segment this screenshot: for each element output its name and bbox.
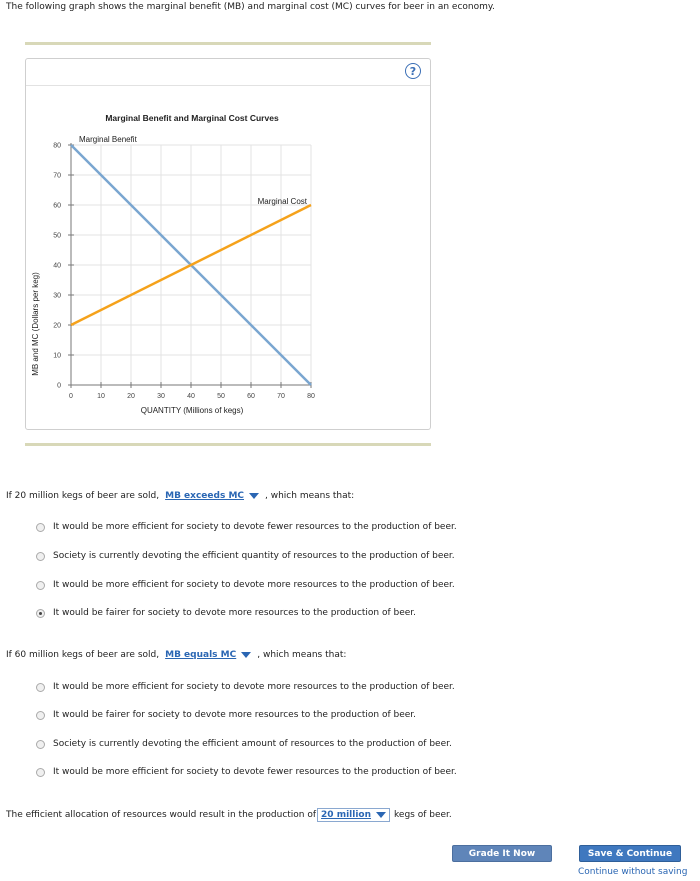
q1-option[interactable] bbox=[36, 551, 455, 561]
question-3-suffix: kegs of beer. bbox=[394, 810, 452, 820]
question-2-selected: MB equals MC bbox=[165, 650, 237, 660]
q1-option[interactable] bbox=[36, 580, 455, 590]
x-tick-label: 30 bbox=[157, 393, 165, 400]
question-3-prefix: The efficient allocation of resources would result in the production of bbox=[6, 810, 317, 820]
radio-icon[interactable] bbox=[36, 581, 45, 590]
marginal-cost-label: Marginal Cost bbox=[257, 197, 307, 206]
y-tick-label: 70 bbox=[53, 172, 61, 180]
radio-icon[interactable] bbox=[36, 740, 45, 749]
question-2-suffix: , which means that: bbox=[257, 650, 347, 660]
question-2-dropdown[interactable] bbox=[163, 650, 253, 660]
intro-text: The following graph shows the marginal benefit (MB) and marginal cost (MC) curves for beer in an economy. bbox=[6, 2, 495, 12]
q2-option[interactable] bbox=[36, 739, 452, 749]
y-tick-label: 0 bbox=[57, 382, 61, 390]
question-3 bbox=[6, 808, 452, 822]
y-tick-label: 40 bbox=[53, 262, 61, 270]
x-tick-label: 10 bbox=[97, 393, 105, 400]
continue-without-saving-link[interactable]: Continue without saving bbox=[578, 867, 688, 877]
y-tick-label: 10 bbox=[53, 352, 61, 360]
y-tick-label: 60 bbox=[53, 202, 61, 210]
grade-it-now-button[interactable]: Grade It Now bbox=[452, 845, 552, 862]
chevron-down-icon bbox=[241, 652, 251, 658]
option-label: It would be more efficient for society to devote more resources to the production of beer. bbox=[53, 580, 455, 590]
q1-option[interactable] bbox=[36, 522, 457, 532]
save-continue-button[interactable]: Save & Continue bbox=[579, 845, 681, 862]
bottom-divider bbox=[25, 443, 431, 446]
y-tick-label: 30 bbox=[53, 292, 61, 300]
option-label: It would be fairer for society to devote more resources to the production of beer. bbox=[53, 710, 417, 720]
x-tick-label: 40 bbox=[187, 393, 195, 400]
radio-icon[interactable] bbox=[36, 711, 45, 720]
question-3-dropdown[interactable] bbox=[317, 808, 390, 822]
q2-option[interactable] bbox=[36, 767, 457, 777]
top-divider bbox=[25, 42, 431, 45]
x-tick-label: 80 bbox=[307, 393, 315, 400]
question-1-suffix: , which means that: bbox=[265, 491, 355, 501]
question-1-prefix: If 20 million kegs of beer are sold, bbox=[6, 491, 160, 501]
q2-option[interactable] bbox=[36, 682, 455, 692]
y-tick-label: 50 bbox=[53, 232, 61, 240]
mb-mc-chart bbox=[26, 59, 430, 429]
q2-option[interactable] bbox=[36, 710, 416, 720]
q1-option[interactable] bbox=[36, 608, 416, 618]
y-tick-label: 80 bbox=[53, 142, 61, 150]
marginal-benefit-label: Marginal Benefit bbox=[79, 135, 137, 144]
x-tick-label: 70 bbox=[277, 393, 285, 400]
x-tick-label: 20 bbox=[127, 393, 135, 400]
help-icon[interactable]: ? bbox=[405, 63, 421, 79]
question-1-selected: MB exceeds MC bbox=[165, 491, 245, 501]
option-label: It would be more efficient for society to devote fewer resources to the production of beer. bbox=[53, 767, 457, 777]
x-tick-label: 60 bbox=[247, 393, 255, 400]
option-label: Society is currently devoting the efficient quantity of resources to the production of beer. bbox=[53, 551, 455, 561]
option-label: It would be fairer for society to devote more resources to the production of beer. bbox=[53, 608, 417, 618]
question-1 bbox=[6, 491, 354, 501]
radio-icon[interactable] bbox=[36, 768, 45, 777]
chart-ylabel: MB and MC (Dollars per keg) bbox=[31, 272, 40, 376]
chevron-down-icon bbox=[249, 493, 259, 499]
radio-icon[interactable] bbox=[36, 523, 45, 532]
option-label: It would be more efficient for society to devote more resources to the production of beer. bbox=[53, 682, 455, 692]
question-2-prefix: If 60 million kegs of beer are sold, bbox=[6, 650, 160, 660]
y-tick-label: 20 bbox=[53, 322, 61, 330]
question-1-dropdown[interactable] bbox=[163, 491, 261, 501]
chart-title: Marginal Benefit and Marginal Cost Curves bbox=[105, 113, 279, 123]
question-2 bbox=[6, 650, 346, 660]
chevron-down-icon bbox=[376, 812, 386, 818]
radio-icon[interactable] bbox=[36, 552, 45, 561]
graph-panel bbox=[25, 58, 431, 430]
radio-selected-icon[interactable] bbox=[36, 609, 45, 618]
x-tick-label: 50 bbox=[217, 393, 225, 400]
x-tick-label: 0 bbox=[69, 393, 73, 400]
radio-icon[interactable] bbox=[36, 683, 45, 692]
option-label: Society is currently devoting the efficient amount of resources to the production of beer. bbox=[53, 739, 452, 749]
question-3-selected: 20 million bbox=[321, 810, 372, 820]
chart-xlabel: QUANTITY (Millions of kegs) bbox=[140, 406, 244, 415]
option-label: It would be more efficient for society to devote fewer resources to the production of beer. bbox=[53, 522, 457, 532]
